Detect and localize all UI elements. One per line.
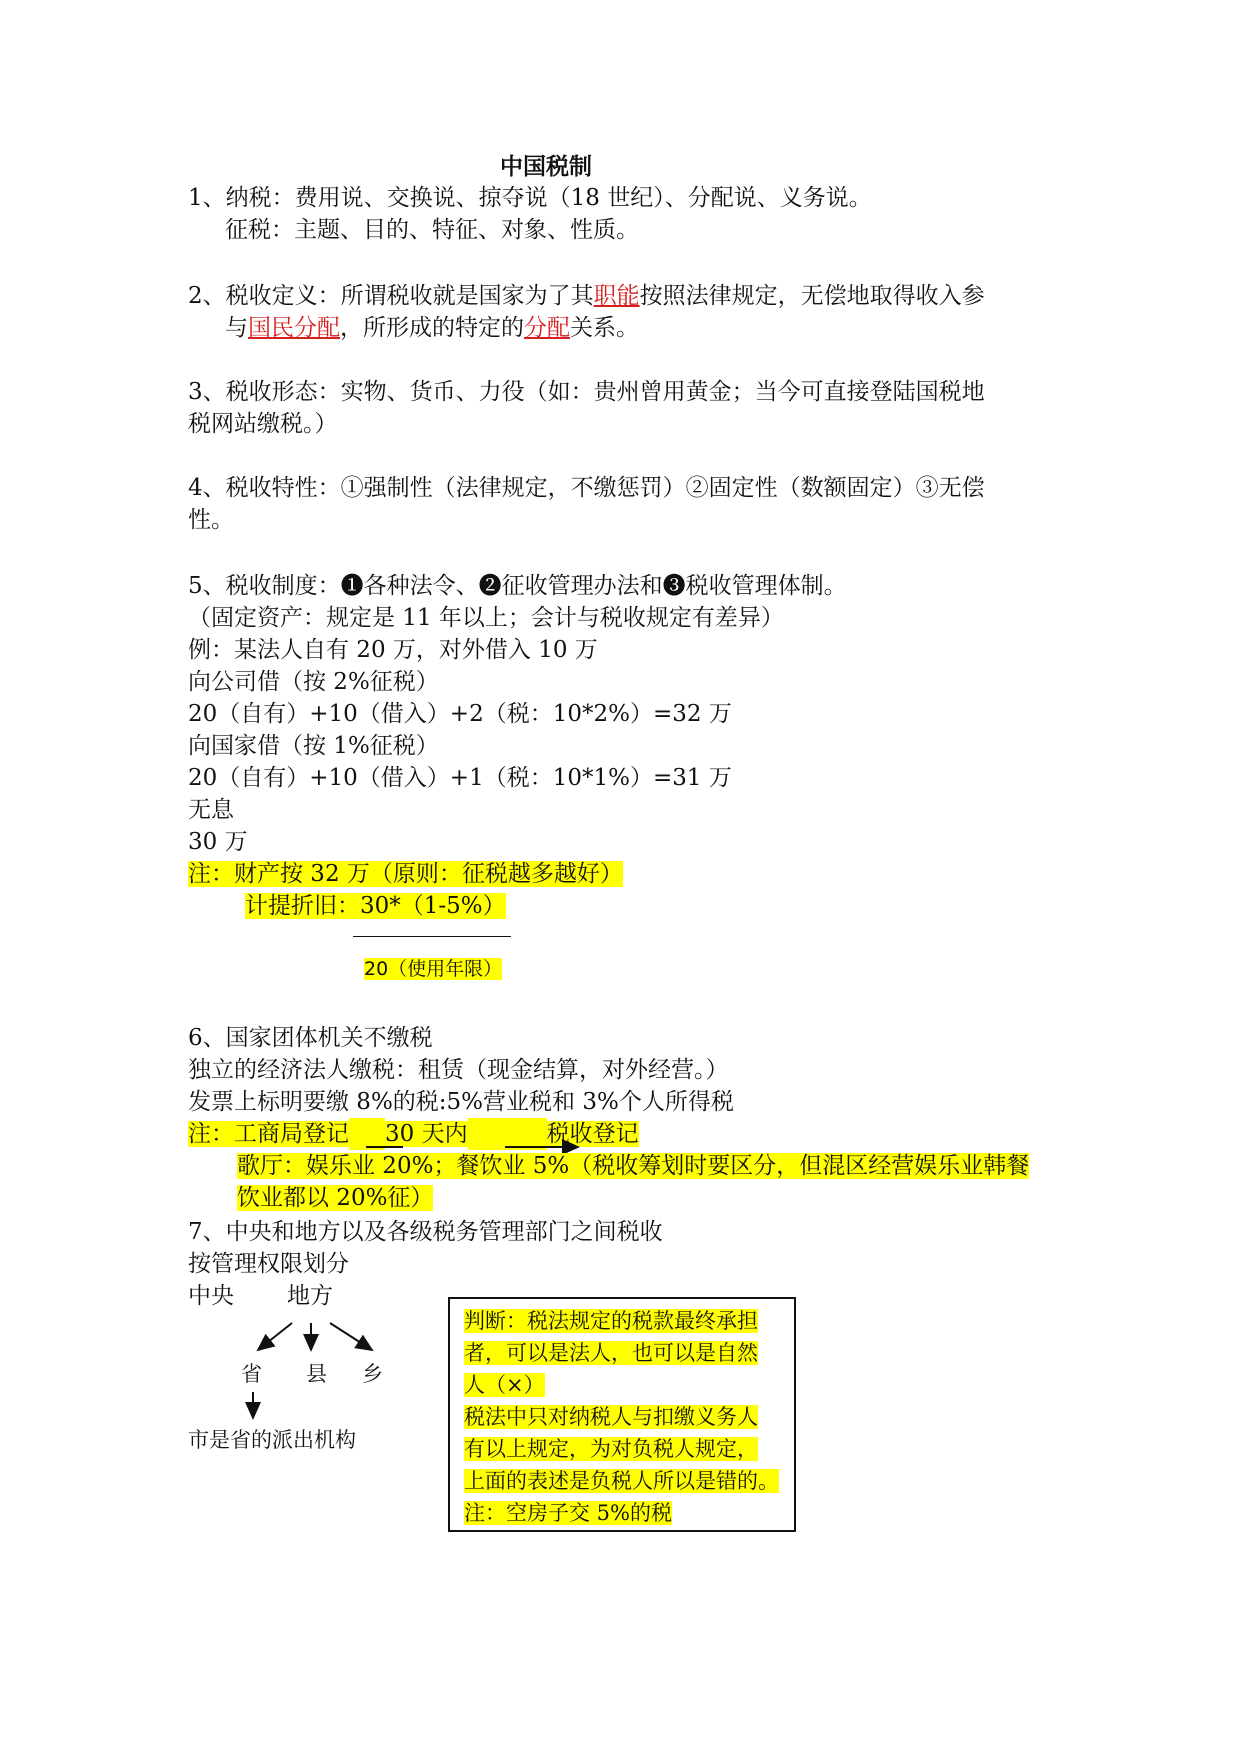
s2-text3: 与 (225, 315, 248, 341)
page-title: 中国税制 (500, 154, 592, 180)
box-line3-text: 人（×） (464, 1373, 545, 1397)
box-line1-text: 判断：税法规定的税款最终承担 (464, 1309, 758, 1333)
s5-line9: 30 万 (188, 829, 248, 855)
s5-line8: 无息 (188, 797, 234, 823)
box-line5 (464, 1433, 758, 1465)
s5-note1-highlight: 注：财产按 32 万（原则：征税越多越好） (188, 861, 623, 887)
box-line4 (464, 1401, 758, 1433)
s5-line1: 5、税收制度：❶各种法令、❷征收管理办法和❸税收管理体制。 (188, 573, 847, 599)
tree-township: 乡 (362, 1362, 383, 1386)
tree-province: 省 (241, 1362, 262, 1386)
s4-line2: 性。 (188, 507, 234, 533)
s4-line1: 4、税收特性：①强制性（法律规定，不缴惩罚）②固定性（数额固定）③无偿 (188, 475, 985, 501)
s6-note2-highlight: 歌厅：娱乐业 20%；餐饮业 5%（税收筹划时要区分，但混区经营娱乐业韩餐 (237, 1153, 1030, 1179)
s5-line4: 向公司借（按 2%征税） (188, 669, 439, 695)
s6-note3-highlight: 饮业都以 20%征） (237, 1185, 434, 1211)
s2-text2: 按照法律规定，无偿地取得收入参 (639, 283, 985, 309)
box-line5-text: 有以上规定，为对负税人规定， (464, 1437, 758, 1461)
s6-line2: 独立的经济法人缴税：租赁（现金结算，对外经营。） (188, 1057, 729, 1083)
s5-line7: 20（自有）+10（借入）+1（税：10*1%）=31 万 (188, 765, 732, 791)
s2-text1: 2、税收定义：所谓税收就是国家为了其 (188, 283, 594, 309)
s7-line2: 按管理权限划分 (188, 1251, 349, 1277)
s2-text4: ，所形成的特定的 (340, 315, 524, 341)
s1-line2: 征税：主题、目的、特征、对象、性质。 (225, 217, 639, 243)
box-line7-text: 注：空房子交 5%的税 (464, 1501, 672, 1525)
s5-line6: 向国家借（按 1%征税） (188, 733, 439, 759)
s5-denominator-highlight: 20（使用年限） (364, 958, 503, 980)
s3-line2: 税网站缴税。） (188, 411, 338, 437)
s5-line2: （固定资产：规定是 11 年以上；会计与税收规定有差异） (188, 605, 784, 631)
s5-line5: 20（自有）+10（借入）+2（税：10*2%）=32 万 (188, 701, 732, 727)
box-line6 (464, 1465, 779, 1497)
tree-city-note: 市是省的派出机构 (188, 1428, 356, 1452)
tree-county: 县 (306, 1362, 327, 1386)
s7-line1: 7、中央和地方以及各级税务管理部门之间税收 (188, 1219, 663, 1245)
box-line2-text: 者，可以是法人，也可以是自然 (464, 1341, 758, 1365)
s6-line1: 6、国家团体机关不缴税 (188, 1025, 433, 1051)
tree-local: 地方 (287, 1283, 333, 1309)
box-line3 (464, 1369, 545, 1401)
s5-line3: 例：某法人自有 20 万，对外借入 10 万 (188, 637, 598, 663)
s1-line1: 1、纳税：费用说、交换说、掠夺说（18 世纪）、分配说、义务说。 (188, 185, 872, 211)
tree-arrow-province (258, 1323, 292, 1350)
s6-note3 (237, 1182, 433, 1214)
s6-note2 (237, 1150, 1029, 1182)
box-line6-text: 上面的表述是负税人所以是错的。 (464, 1469, 779, 1493)
box-line1 (464, 1305, 758, 1337)
tree-central: 中央 (188, 1283, 234, 1309)
s6-note1-a: 注：工商局登记 (188, 1121, 349, 1147)
s6-note1-c: 税收登记 (546, 1121, 639, 1147)
tree-arrow-township (330, 1323, 372, 1350)
s3-line1: 3、税收形态：实物、货币、力役（如：贵州曾用黄金；当今可直接登陆国税地 (188, 379, 985, 405)
box-line2 (464, 1337, 758, 1369)
s2-red-distribution: 分配 (524, 315, 570, 341)
box-line7 (464, 1497, 672, 1529)
s2-red-function: 职能 (593, 283, 640, 309)
box-line4-text: 税法中只对纳税人与扣缴义务人 (464, 1405, 758, 1429)
judgement-box (448, 1297, 796, 1532)
s6-line3: 发票上标明要缴 8%的税:5%营业税和 3%个人所得税 (188, 1089, 734, 1115)
s2-text5: 关系。 (570, 315, 639, 341)
s6-note1-b: 30 天内 (385, 1121, 468, 1147)
s5-note2-highlight: 计提折旧：30*（1-5%） (245, 893, 506, 919)
s2-red-national-distribution: 国民分配 (248, 315, 340, 341)
